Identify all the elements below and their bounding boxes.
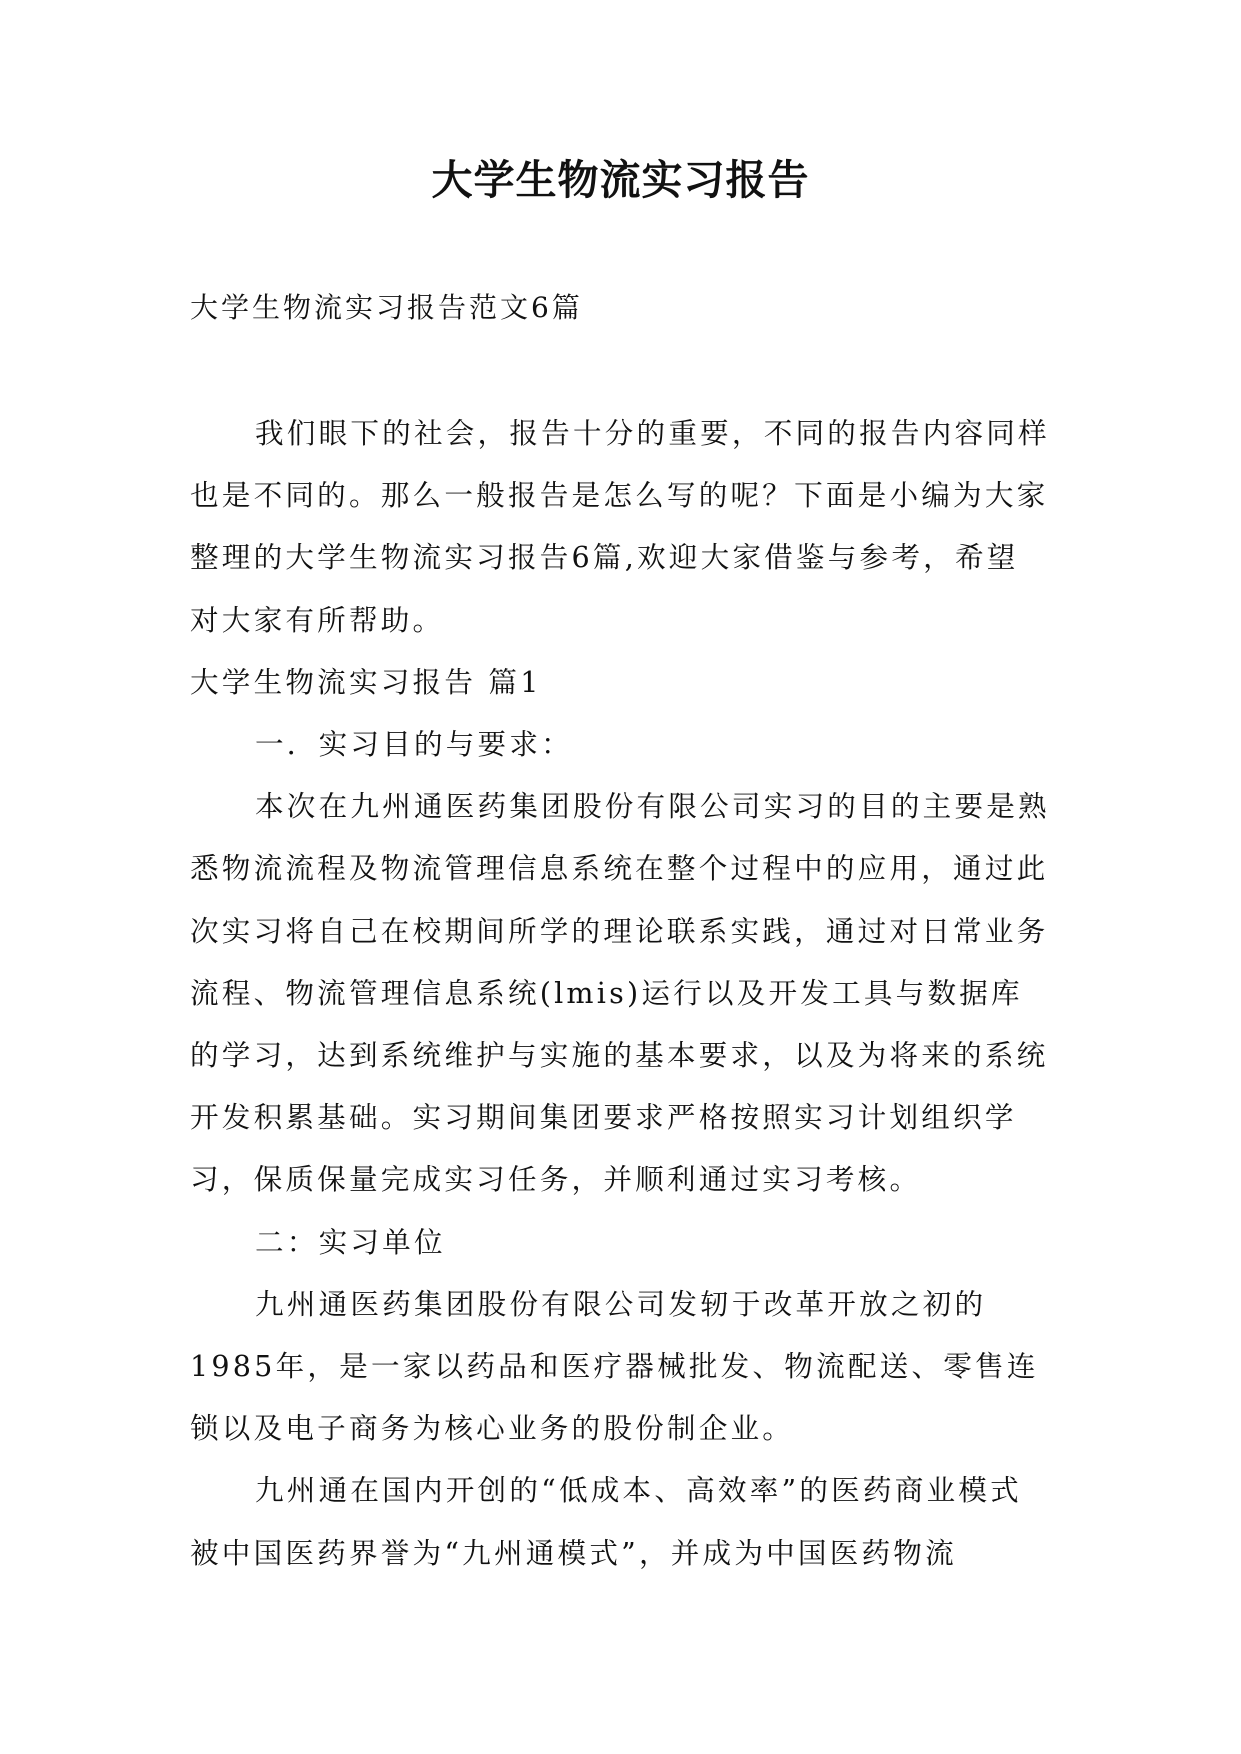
intro-paragraph: 我们眼下的社会，报告十分的重要，不同的报告内容同样也是不同的。那么一般报告是怎么写的呢？下面是小编为大家整理的大学生物流实习报告6篇,欢迎大家借鉴与参考，希望对大家有所帮助。 bbox=[190, 416, 1050, 637]
heading-purpose: 一．实习目的与要求： bbox=[255, 727, 573, 762]
document-title: 大学生物流实习报告 bbox=[431, 156, 810, 204]
model-paragraph: 九州通在国内开创的“低成本、高效率”的医药商业模式被中国医药界誉为“九州通模式”，并成为中国医药物流 bbox=[190, 1473, 1022, 1570]
section-heading-part1: 大学生物流实习报告 篇1 bbox=[190, 664, 542, 699]
document-subtitle: 大学生物流实习报告范文6篇 bbox=[190, 291, 583, 324]
unit-paragraph: 九州通医药集团股份有限公司发轫于改革开放之初的1985年，是一家以药品和医疗器械批发、物流配送、零售连锁以及电子商务为核心业务的股份制企业。 bbox=[190, 1286, 1039, 1446]
purpose-paragraph: 本次在九州通医药集团股份有限公司实习的目的主要是熟悉物流流程及物流管理信息系统在整个过程中的应用，通过此次实习将自己在校期间所学的理论联系实践，通过对日常业务流程、物流管理信息系统(lmis)运行以及开发工具与数据库的学习，达到系统维护与实施的基本要求，以及为将来的系统开发积累基础。实习期间集团要求严格按照实习计划组织学习，保质保量完成实习任务，并顺利通过实习考核。 bbox=[190, 789, 1050, 1197]
document-body bbox=[190, 402, 1050, 1584]
heading-unit: 二：实习单位 bbox=[255, 1224, 446, 1259]
